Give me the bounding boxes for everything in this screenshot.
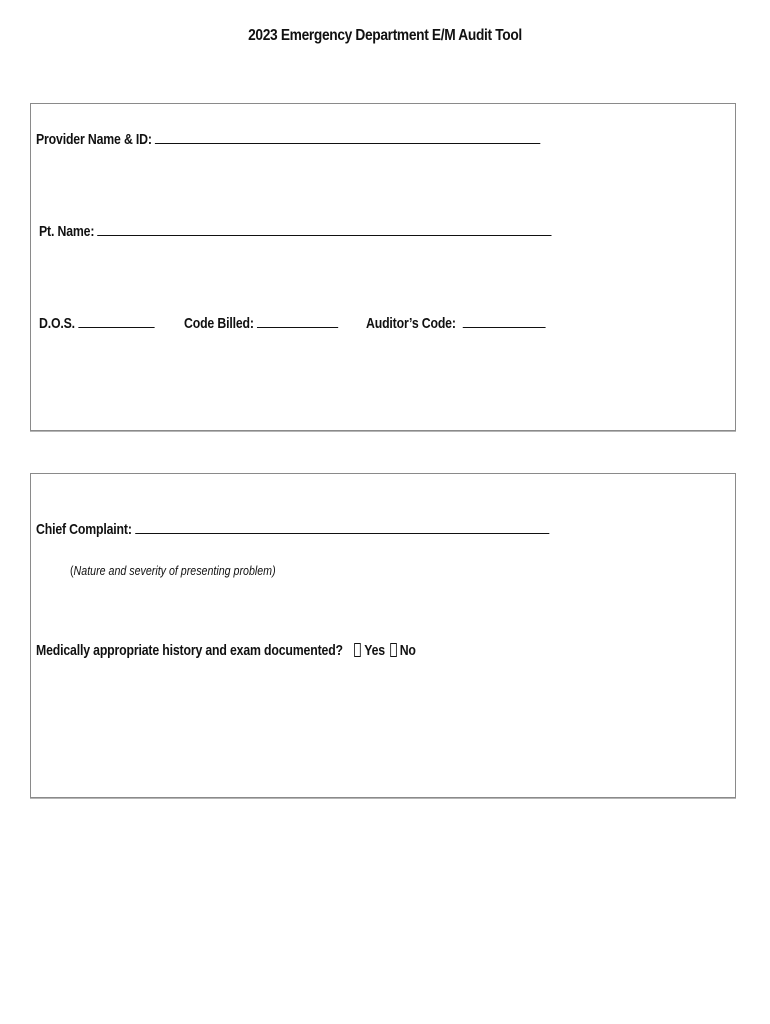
page-title: 2023 Emergency Department E/M Audit Tool: [248, 27, 522, 44]
patient-name-field[interactable]: [98, 234, 552, 236]
history-question: Medically appropriate history and exam documented?: [36, 642, 343, 659]
chief-complaint-note: [70, 563, 276, 578]
chief-complaint-field[interactable]: [135, 532, 549, 534]
patient-label: Pt. Name:: [39, 223, 95, 240]
code-billed-label: Code Billed:: [184, 315, 254, 332]
provider-row: [36, 131, 541, 148]
no-checkbox[interactable]: [390, 643, 397, 657]
patient-row: [39, 223, 552, 240]
auditor-code-label: Auditor’s Code:: [366, 315, 456, 332]
no-label: No: [399, 642, 416, 659]
yes-checkbox[interactable]: [354, 643, 361, 657]
provider-name-field[interactable]: [155, 142, 540, 144]
note-paren: (: [70, 563, 74, 578]
note-text: Nature and severity of presenting problem): [73, 563, 276, 578]
yes-label: Yes: [364, 642, 385, 659]
code-billed-field[interactable]: [257, 326, 338, 328]
dos-field[interactable]: [78, 326, 154, 328]
provider-info-section: [30, 103, 736, 431]
provider-label: Provider Name & ID:: [36, 131, 152, 148]
chief-complaint-row: [36, 521, 549, 538]
dos-label: D.O.S.: [39, 315, 75, 332]
auditor-code-row: [366, 315, 545, 332]
auditor-code-field[interactable]: [462, 326, 545, 328]
code-billed-row: [184, 315, 338, 332]
dos-row: [39, 315, 154, 332]
chief-complaint-label: Chief Complaint:: [36, 521, 132, 538]
history-exam-row: [36, 642, 416, 659]
